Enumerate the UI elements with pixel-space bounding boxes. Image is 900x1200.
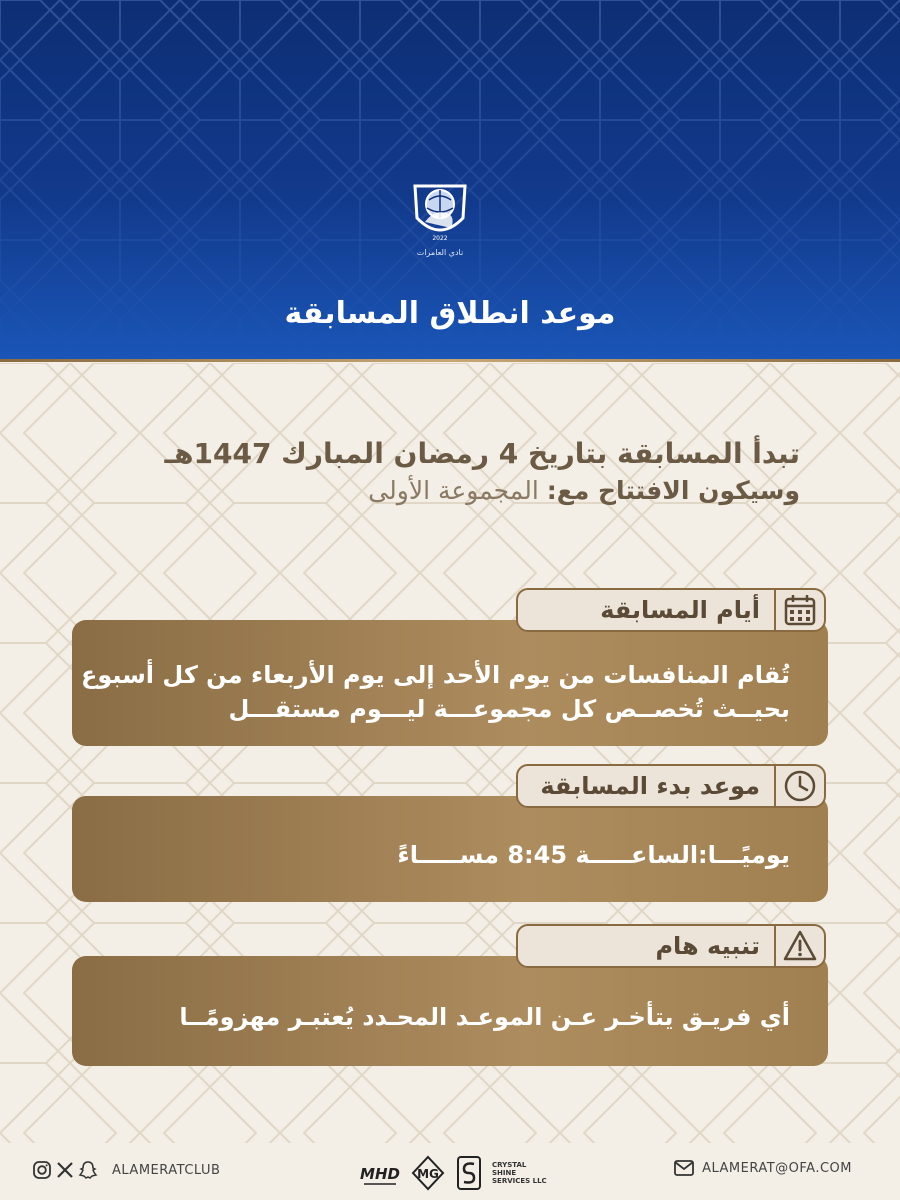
competition-days-line-1: تُقام المنافسات من يوم الأحد إلى يوم الأربعاء من كل أسبوع [80,661,790,689]
notice-tab [516,924,826,968]
crystal-shine-emblem [456,1154,482,1192]
start-time-tab [516,764,826,808]
snapchat-icon[interactable] [78,1160,98,1180]
mhd-sponsor-logo [360,1154,400,1192]
notice-text: أي فريـق يتأخـر عـن الموعـد المحـدد يُعتبـر مهزومًــا [179,1003,790,1031]
svg-text:MHD: MHD [360,1165,400,1183]
logo-caption: نادي العامرات [416,248,464,257]
header-divider [0,359,900,362]
intro-text [60,435,800,509]
club-crest-icon [405,178,475,246]
start-time-card [72,796,828,902]
start-time-text: يوميًـــا:الساعـــــة 8:45 مســـــاءً [397,841,790,869]
sponsor-logos [360,1154,547,1192]
header-banner [0,0,900,362]
competition-days-title: أيام المسابقة [600,596,760,624]
competition-days-tab [516,588,826,632]
mg-sponsor-logo [410,1154,446,1192]
x-twitter-icon[interactable] [56,1161,74,1179]
email-address[interactable]: ALAMERAT@OFA.COM [702,1160,852,1176]
start-time-title: موعد بدء المسابقة [540,772,760,800]
clock-icon [774,766,824,806]
svg-text:2022: 2022 [432,235,448,242]
social-links [32,1160,220,1180]
opening-line [60,473,800,509]
mail-icon [674,1160,694,1176]
footer [0,1150,900,1200]
notice-title: تنبيه هام [655,932,760,960]
start-date-line: تبدأ المسابقة بتاريخ 4 رمضان المبارك 1447هـ [164,437,800,470]
competition-days-card [72,620,828,746]
crystal-shine-sponsor-text: CRYSTAL SHINE SERVICES LLC [492,1161,547,1185]
opening-label: وسيكون الافتتاح مع: [546,476,800,505]
svg-text:MG: MG [417,1167,439,1181]
opening-group: المجموعة الأولى [368,476,539,505]
warning-icon [774,926,824,966]
notice-card [72,956,828,1066]
social-handle: ALAMERATCLUB [112,1162,221,1178]
competition-days-line-2: بحيــث تُخصــص كل مجموعـــة ليـــوم مستقـــل [228,695,790,723]
page-title: موعد انطلاق المسابقة [284,296,616,331]
calendar-icon [774,590,824,630]
club-logo [400,178,480,258]
instagram-icon[interactable] [32,1160,52,1180]
contact-email[interactable] [674,1160,852,1176]
